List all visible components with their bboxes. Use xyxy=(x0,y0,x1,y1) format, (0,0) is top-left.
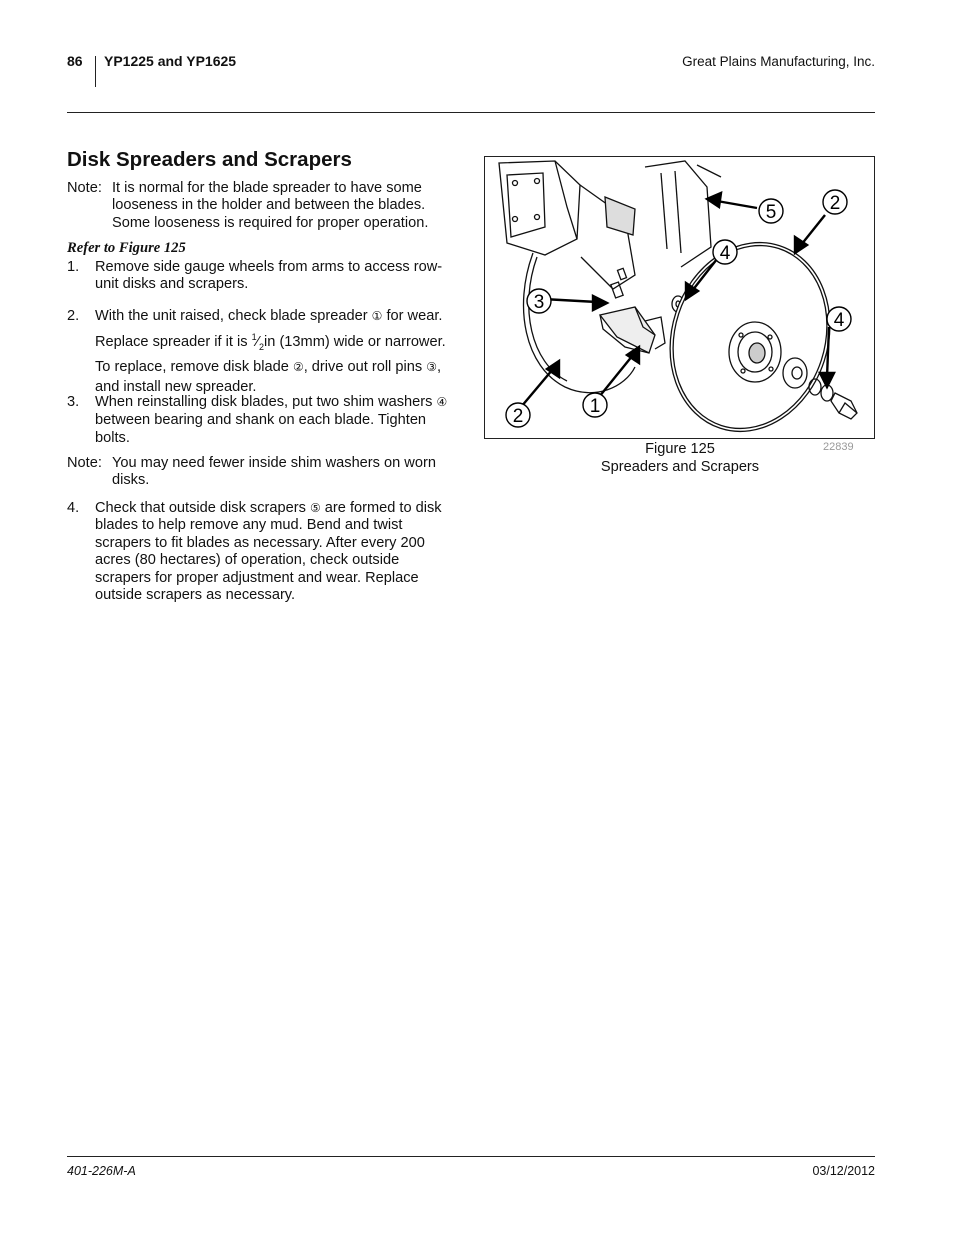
callout-label-4-right: 4 xyxy=(833,310,845,331)
document-number: 401-226M-A xyxy=(67,1164,136,1178)
callout-label-2-top: 2 xyxy=(829,193,841,214)
step-4 xyxy=(67,500,459,604)
document-date: 03/12/2012 xyxy=(812,1164,875,1178)
header-rule xyxy=(67,112,875,113)
step-4-text xyxy=(95,500,459,604)
callout-3-symbol: ③ xyxy=(426,359,437,374)
step-3-text xyxy=(95,393,459,447)
step-3-part-b: between bearing and shank on each blade. Tighten bolts. xyxy=(95,412,427,446)
footer-rule xyxy=(67,1156,875,1157)
figure-number: Figure 125 xyxy=(645,441,715,457)
step-1-text: Remove side gauge wheels from arms to access row-unit disks and scrapers. xyxy=(95,259,443,293)
figure-caption xyxy=(560,440,800,476)
callout-label-5: 5 xyxy=(765,202,777,223)
figure-reference: Refer to Figure 125 xyxy=(67,240,186,256)
callout-4-symbol: ④ xyxy=(436,395,448,409)
step-3 xyxy=(67,393,459,447)
callout-label-1: 1 xyxy=(589,396,601,417)
figure-title: Spreaders and Scrapers xyxy=(600,459,760,475)
note-1-text: It is normal for the blade spreader to have some looseness in the holder and between the blades. Some looseness is required for proper operation. xyxy=(112,180,429,231)
step-2 xyxy=(67,306,459,398)
figure-image-id: 22839 xyxy=(823,441,854,453)
step-3-part-a: When reinstalling disk blades, put two shim washers xyxy=(95,394,433,410)
note-2-text: You may need fewer inside shim washers on worn disks. xyxy=(112,455,436,489)
fraction-numerator: 1 xyxy=(251,331,257,342)
header-divider xyxy=(95,56,96,87)
note-1-label: Note: xyxy=(67,180,102,196)
company-name: Great Plains Manufacturing, Inc. xyxy=(682,54,875,69)
step-1-number: 1. xyxy=(67,259,80,275)
section-title: Disk Spreaders and Scrapers xyxy=(67,148,352,171)
step-1 xyxy=(67,259,459,294)
step-2-part-c: in (13mm) wide or narrower. To replace, remove disk blade xyxy=(95,333,446,375)
figure-125-frame xyxy=(484,156,875,439)
note-2-label: Note: xyxy=(67,455,102,471)
step-4-number: 4. xyxy=(67,500,80,516)
step-4-part-a: Check that outside disk scrapers xyxy=(95,500,306,516)
step-2-number: 2. xyxy=(67,308,80,324)
note-2 xyxy=(67,455,459,490)
step-2-part-d: , drive out roll pins xyxy=(303,358,423,375)
callout-label-4-left: 4 xyxy=(719,243,731,264)
manual-title: YP1225 and YP1625 xyxy=(104,53,237,69)
step-3-number: 3. xyxy=(67,394,80,410)
step-2-part-b: for wear. Replace spreader if it is xyxy=(95,308,443,350)
callout-label-3: 3 xyxy=(533,292,545,313)
step-2-part-e: , and install new spreader. xyxy=(95,358,442,396)
callout-1-symbol: ① xyxy=(371,309,383,323)
page-number: 86 xyxy=(67,53,83,69)
step-4-part-b: are formed to disk blades to help remove any mud. Bend and twist scrapers to fit blades as necessary. After every 200 acres (80 hectares) of operation, check outside scrapers for proper adjustment and wear. Replace outside scrapers as necessary. xyxy=(95,500,442,604)
callout-label-2-bottom: 2 xyxy=(512,406,524,427)
step-2-text xyxy=(95,306,459,398)
fraction-slash: ⁄ xyxy=(256,333,260,350)
note-1 xyxy=(67,180,459,232)
disk-assembly-illustration xyxy=(485,157,874,438)
callout-2-symbol: ② xyxy=(292,359,304,374)
callout-5-symbol: ⑤ xyxy=(309,501,321,515)
step-2-part-a: With the unit raised, check blade spreader xyxy=(95,308,368,324)
fraction-denominator: 2 xyxy=(259,341,265,352)
